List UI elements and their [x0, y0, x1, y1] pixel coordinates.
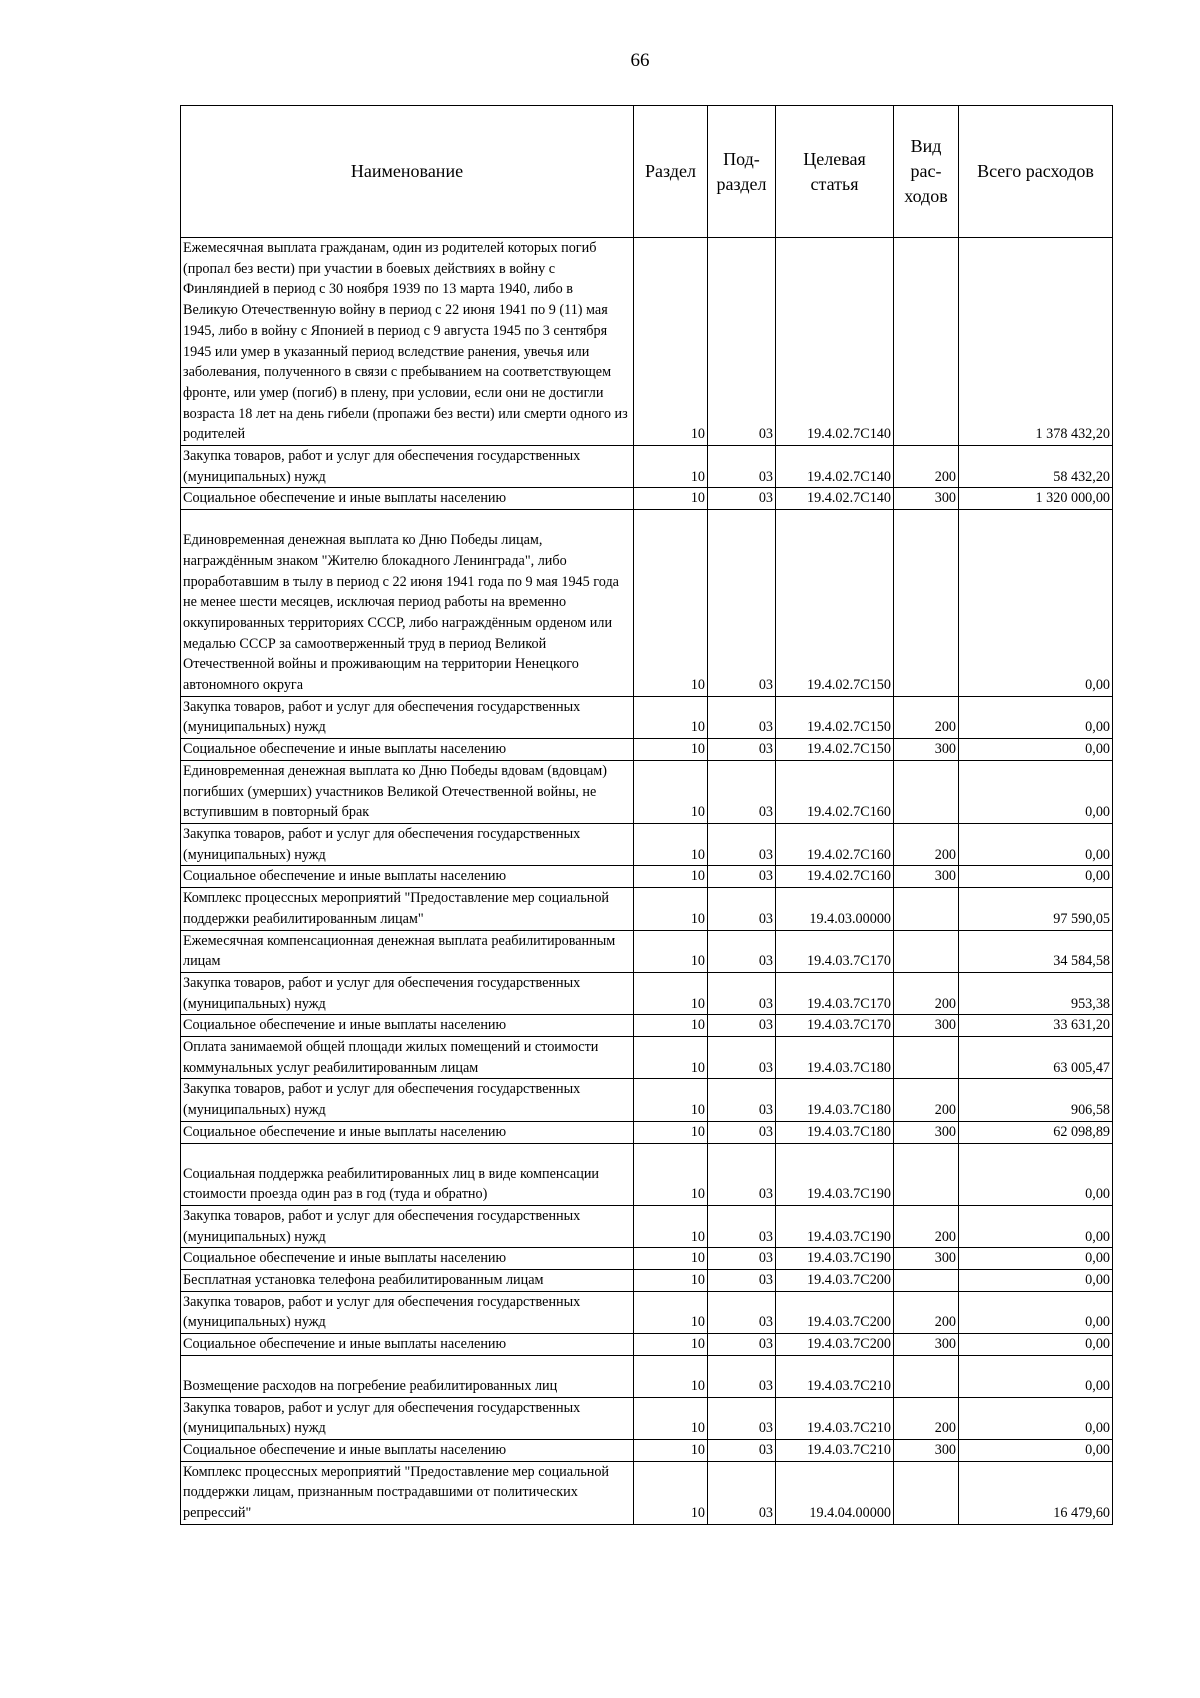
table-row	[181, 446, 1113, 488]
table-row	[181, 866, 1113, 888]
row-name: Социальное обеспечение и иные выплаты населению	[181, 1439, 634, 1461]
row-total: 0,00	[959, 1205, 1113, 1247]
row-total: 58 432,20	[959, 446, 1113, 488]
row-subsection: 03	[708, 1461, 776, 1524]
row-section: 10	[634, 238, 708, 446]
row-section: 10	[634, 1270, 708, 1292]
table-row	[181, 696, 1113, 738]
table-row	[181, 930, 1113, 972]
row-subsection: 03	[708, 972, 776, 1014]
row-total: 0,00	[959, 1334, 1113, 1356]
row-name: Комплекс процессных мероприятий "Предоставление мер социальной поддержки лицам, признанным пострадавшими от политических репрессий"	[181, 1461, 634, 1524]
row-subsection: 03	[708, 446, 776, 488]
row-name: Единовременная денежная выплата ко Дню Победы лицам, награждённым знаком "Жителю блокадного Ленинграда", либо проработавшим в тылу в период с 22 июня 1941 года по 9 мая 1945 года не менее шести месяцев, исключая период работы на временно оккупированных территориях СССР, либо награждённым орденом или медалью СССР за самоотверженный труд в период Великой Отечественной войны и проживающим на территории Ненецкого автономного округа	[181, 510, 634, 697]
row-target-article: 19.4.03.7С200	[776, 1270, 894, 1292]
row-total: 0,00	[959, 1397, 1113, 1439]
row-total: 0,00	[959, 1143, 1113, 1205]
row-name: Единовременная денежная выплата ко Дню Победы вдовам (вдовцам) погибших (умерших) участников Великой Отечественной войны, не вступившим в повторный брак	[181, 760, 634, 823]
row-section: 10	[634, 1355, 708, 1397]
row-name: Закупка товаров, работ и услуг для обеспечения государственных (муниципальных) нужд	[181, 1205, 634, 1247]
row-section: 10	[634, 1291, 708, 1333]
row-target-article: 19.4.03.7С210	[776, 1355, 894, 1397]
row-name: Закупка товаров, работ и услуг для обеспечения государственных (муниципальных) нужд	[181, 972, 634, 1014]
header-subsection: Под- раздел	[708, 106, 776, 238]
row-total: 97 590,05	[959, 888, 1113, 930]
row-expense-type	[894, 930, 959, 972]
table-body	[181, 238, 1113, 1525]
row-total: 34 584,58	[959, 930, 1113, 972]
row-expense-type	[894, 1461, 959, 1524]
row-section: 10	[634, 823, 708, 865]
row-target-article: 19.4.03.7С170	[776, 1015, 894, 1037]
row-name: Социальное обеспечение и иные выплаты населению	[181, 1015, 634, 1037]
row-total: 0,00	[959, 739, 1113, 761]
row-name: Бесплатная установка телефона реабилитированным лицам	[181, 1270, 634, 1292]
row-total: 0,00	[959, 1439, 1113, 1461]
row-subsection: 03	[708, 888, 776, 930]
row-section: 10	[634, 1397, 708, 1439]
row-subsection: 03	[708, 1205, 776, 1247]
page-number: 66	[630, 50, 650, 71]
row-subsection: 03	[708, 1355, 776, 1397]
row-target-article: 19.4.02.7С160	[776, 760, 894, 823]
row-section: 10	[634, 760, 708, 823]
row-total: 0,00	[959, 696, 1113, 738]
budget-table	[180, 105, 1113, 1525]
row-expense-type: 200	[894, 1397, 959, 1439]
row-expense-type	[894, 1037, 959, 1079]
row-total: 0,00	[959, 1355, 1113, 1397]
row-target-article: 19.4.02.7С160	[776, 866, 894, 888]
row-name: Социальное обеспечение и иные выплаты населению	[181, 488, 634, 510]
row-name: Закупка товаров, работ и услуг для обеспечения государственных (муниципальных) нужд	[181, 696, 634, 738]
table-row	[181, 510, 1113, 697]
row-total: 1 320 000,00	[959, 488, 1113, 510]
table-row	[181, 1205, 1113, 1247]
row-target-article: 19.4.02.7С140	[776, 446, 894, 488]
row-name: Ежемесячная компенсационная денежная выплата реабилитированным лицам	[181, 930, 634, 972]
table-row	[181, 1079, 1113, 1121]
row-section: 10	[634, 1439, 708, 1461]
row-name: Оплата занимаемой общей площади жилых помещений и стоимости коммунальных услуг реабилитированным лицам	[181, 1037, 634, 1079]
table-row	[181, 1270, 1113, 1292]
row-subsection: 03	[708, 238, 776, 446]
row-subsection: 03	[708, 1270, 776, 1292]
row-expense-type: 300	[894, 739, 959, 761]
row-expense-type	[894, 1270, 959, 1292]
table-row	[181, 1439, 1113, 1461]
row-expense-type	[894, 1355, 959, 1397]
table-row	[181, 1291, 1113, 1333]
row-name: Социальное обеспечение и иные выплаты населению	[181, 1248, 634, 1270]
row-name: Социальное обеспечение и иные выплаты населению	[181, 1121, 634, 1143]
row-name: Социальное обеспечение и иные выплаты населению	[181, 1334, 634, 1356]
row-subsection: 03	[708, 1291, 776, 1333]
row-target-article: 19.4.02.7С150	[776, 696, 894, 738]
row-expense-type: 300	[894, 866, 959, 888]
row-expense-type: 200	[894, 1291, 959, 1333]
row-expense-type: 300	[894, 1439, 959, 1461]
row-total: 0,00	[959, 1291, 1113, 1333]
row-target-article: 19.4.03.7С210	[776, 1439, 894, 1461]
row-target-article: 19.4.02.7С150	[776, 739, 894, 761]
table-row	[181, 972, 1113, 1014]
row-subsection: 03	[708, 1037, 776, 1079]
row-total: 16 479,60	[959, 1461, 1113, 1524]
row-expense-type: 200	[894, 1205, 959, 1247]
table-row	[181, 1355, 1113, 1397]
row-target-article: 19.4.02.7С140	[776, 238, 894, 446]
table-row	[181, 823, 1113, 865]
row-section: 10	[634, 488, 708, 510]
row-section: 10	[634, 446, 708, 488]
row-expense-type	[894, 510, 959, 697]
table-row	[181, 1248, 1113, 1270]
row-target-article: 19.4.04.00000	[776, 1461, 894, 1524]
row-expense-type: 200	[894, 1079, 959, 1121]
row-section: 10	[634, 972, 708, 1014]
row-total: 0,00	[959, 823, 1113, 865]
row-expense-type	[894, 760, 959, 823]
row-subsection: 03	[708, 1439, 776, 1461]
row-subsection: 03	[708, 488, 776, 510]
row-section: 10	[634, 1037, 708, 1079]
row-total: 62 098,89	[959, 1121, 1113, 1143]
row-subsection: 03	[708, 696, 776, 738]
header-section: Раздел	[634, 106, 708, 238]
row-section: 10	[634, 1205, 708, 1247]
row-target-article: 19.4.03.7С170	[776, 972, 894, 1014]
table-row	[181, 1461, 1113, 1524]
row-target-article: 19.4.02.7С160	[776, 823, 894, 865]
row-target-article: 19.4.03.7С180	[776, 1079, 894, 1121]
row-target-article: 19.4.03.7С180	[776, 1037, 894, 1079]
row-name: Закупка товаров, работ и услуг для обеспечения государственных (муниципальных) нужд	[181, 1397, 634, 1439]
row-expense-type: 200	[894, 696, 959, 738]
row-target-article: 19.4.03.7С200	[776, 1334, 894, 1356]
row-section: 10	[634, 1461, 708, 1524]
row-expense-type: 200	[894, 446, 959, 488]
row-total: 0,00	[959, 760, 1113, 823]
row-section: 10	[634, 1143, 708, 1205]
row-section: 10	[634, 1079, 708, 1121]
row-target-article: 19.4.03.7С180	[776, 1121, 894, 1143]
row-expense-type: 200	[894, 972, 959, 1014]
row-expense-type: 300	[894, 488, 959, 510]
row-total: 0,00	[959, 510, 1113, 697]
row-target-article: 19.4.03.7С190	[776, 1205, 894, 1247]
row-expense-type: 200	[894, 823, 959, 865]
header-name: Наименование	[181, 106, 634, 238]
row-subsection: 03	[708, 739, 776, 761]
table-row	[181, 760, 1113, 823]
row-name: Закупка товаров, работ и услуг для обеспечения государственных (муниципальных) нужд	[181, 1291, 634, 1333]
row-name: Социальное обеспечение и иные выплаты населению	[181, 739, 634, 761]
table-row	[181, 488, 1113, 510]
row-section: 10	[634, 739, 708, 761]
row-subsection: 03	[708, 1015, 776, 1037]
row-subsection: 03	[708, 510, 776, 697]
row-target-article: 19.4.03.7С200	[776, 1291, 894, 1333]
row-target-article: 19.4.03.7С190	[776, 1143, 894, 1205]
row-total: 906,58	[959, 1079, 1113, 1121]
row-total: 0,00	[959, 866, 1113, 888]
row-expense-type: 300	[894, 1248, 959, 1270]
row-subsection: 03	[708, 1397, 776, 1439]
row-name: Комплекс процессных мероприятий "Предоставление мер социальной поддержки реабилитированным лицам"	[181, 888, 634, 930]
header-total: Всего расходов	[959, 106, 1113, 238]
row-total: 63 005,47	[959, 1037, 1113, 1079]
row-name: Закупка товаров, работ и услуг для обеспечения государственных (муниципальных) нужд	[181, 823, 634, 865]
row-subsection: 03	[708, 1334, 776, 1356]
table-row	[181, 888, 1113, 930]
row-section: 10	[634, 888, 708, 930]
row-subsection: 03	[708, 1121, 776, 1143]
row-target-article: 19.4.03.00000	[776, 888, 894, 930]
header-expense-type: Вид рас- ходов	[894, 106, 959, 238]
row-subsection: 03	[708, 760, 776, 823]
row-total: 0,00	[959, 1270, 1113, 1292]
row-name: Социальная поддержка реабилитированных лиц в виде компенсации стоимости проезда один раз в год (туда и обратно)	[181, 1143, 634, 1205]
row-target-article: 19.4.03.7С190	[776, 1248, 894, 1270]
row-subsection: 03	[708, 930, 776, 972]
table-row	[181, 1037, 1113, 1079]
row-expense-type: 300	[894, 1015, 959, 1037]
row-target-article: 19.4.03.7С210	[776, 1397, 894, 1439]
table-row	[181, 1334, 1113, 1356]
row-total: 953,38	[959, 972, 1113, 1014]
row-total: 33 631,20	[959, 1015, 1113, 1037]
row-subsection: 03	[708, 1248, 776, 1270]
row-section: 10	[634, 1121, 708, 1143]
row-subsection: 03	[708, 866, 776, 888]
row-name: Закупка товаров, работ и услуг для обеспечения государственных (муниципальных) нужд	[181, 446, 634, 488]
table-row	[181, 1121, 1113, 1143]
row-section: 10	[634, 1334, 708, 1356]
row-subsection: 03	[708, 823, 776, 865]
row-section: 10	[634, 696, 708, 738]
row-target-article: 19.4.03.7С170	[776, 930, 894, 972]
row-expense-type: 300	[894, 1121, 959, 1143]
row-section: 10	[634, 866, 708, 888]
row-name: Возмещение расходов на погребение реабилитированных лиц	[181, 1355, 634, 1397]
table-row	[181, 1143, 1113, 1205]
row-subsection: 03	[708, 1079, 776, 1121]
row-expense-type	[894, 1143, 959, 1205]
table-row	[181, 238, 1113, 446]
row-target-article: 19.4.02.7С150	[776, 510, 894, 697]
header-target-article: Целевая статья	[776, 106, 894, 238]
row-name: Закупка товаров, работ и услуг для обеспечения государственных (муниципальных) нужд	[181, 1079, 634, 1121]
row-target-article: 19.4.02.7С140	[776, 488, 894, 510]
row-total: 1 378 432,20	[959, 238, 1113, 446]
row-expense-type	[894, 238, 959, 446]
row-expense-type	[894, 888, 959, 930]
row-name: Социальное обеспечение и иные выплаты населению	[181, 866, 634, 888]
table-header-row	[181, 106, 1113, 238]
table-row	[181, 1397, 1113, 1439]
row-expense-type: 300	[894, 1334, 959, 1356]
row-subsection: 03	[708, 1143, 776, 1205]
row-section: 10	[634, 1015, 708, 1037]
row-name: Ежемесячная выплата гражданам, один из родителей которых погиб (пропал без вести) при участии в боевых действиях в войну с Финляндией в период с 30 ноября 1939 по 13 марта 1940, либо в Великую Отечественную войну в период с 22 июня 1941 по 9 (11) мая 1945, либо в войну с Японией в период с 9 августа 1945 по 3 сентября 1945 или умер в указанный период вследствие ранения, увечья или заболевания, полученного в связи с пребыванием на соответствующем фронте, или умер (погиб) в плену, при условии, если они не достигли возраста 18 лет на день гибели (пропажи без вести) или смерти одного из родителей	[181, 238, 634, 446]
row-section: 10	[634, 510, 708, 697]
row-total: 0,00	[959, 1248, 1113, 1270]
row-section: 10	[634, 1248, 708, 1270]
row-section: 10	[634, 930, 708, 972]
table-row	[181, 1015, 1113, 1037]
table-row	[181, 739, 1113, 761]
